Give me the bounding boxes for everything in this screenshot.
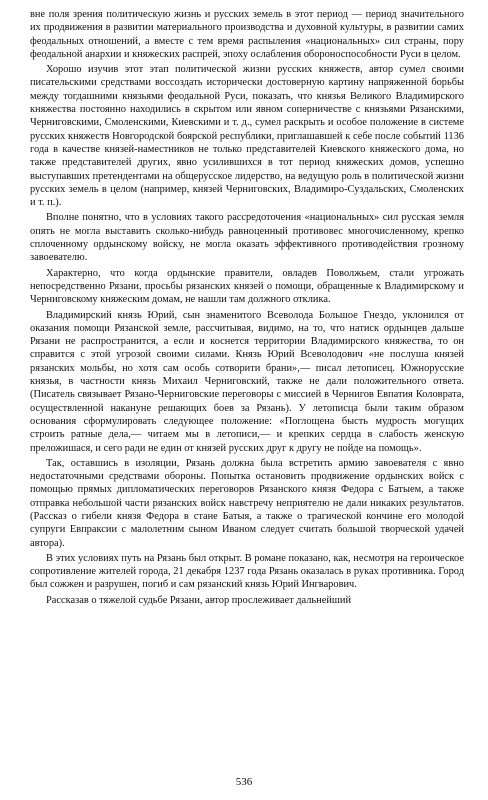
paragraph-continuation: вне поля зрения политическую жизнь и русских земель в этот период — период значительного их продвижения в развитии материального производства и духовной культуры, в развитии самих феодальных отношений, а вместе с тем время распыления «национальных» сил страны, пору феодальной анархии и княжеских распрей, эпоху ослабления обороноспособности Руси в целом. bbox=[30, 9, 464, 60]
page-number: 536 bbox=[235, 776, 253, 788]
paragraph: Владимирский князь Юрий, сын знаменитого Всеволода Большое Гнездо, уклонился от оказания помощи Рязанской земле, рассчитывая, видимо, на то, что натиск ордынцев дальше Рязани не распространится, а если и коснется территории Владимирского княжества, то он справится с этой угрозой своими силами. Князь Юрий Всеволодович «не послуша князей рязанских мольбы, но хотя сам особь сотворити брани»,— писал летописец. Южнорусские князья, в частности князь Михаил Черниговский, также не дали положительного ответа. (Писатель связывает Рязано-Черниговские переговоры с миссией в Чернигов Евпатия Коловрата, осуществленной накануне решающих боев за Рязань). У летописца были таким образом основания сформулировать следующее положение: «Поглощена бысть мудрость могущих строить ратные дела,— читаем мы в летописи,— и крепких сердца в слабость женскую преложишася, и сего ради не един от князей русских друг к другу не пойде на помощь». bbox=[30, 309, 464, 454]
paragraph: Рассказав о тяжелой судьбе Рязани, автор прослеживает дальнейший bbox=[46, 594, 352, 606]
paragraph: Вполне понятно, что в условиях такого рассредоточения «национальных» сил русская земля опять не могла выставить сколько-нибудь равноценный противовес многочисленному, крепко сплоченному ордынскому войску, не могла оказать эффективного противодействия грозному завоевателю. bbox=[30, 212, 464, 264]
paragraph: В этих условиях путь на Рязань был открыт. В романе показано, как, несмотря на героическое сопротивление жителей города, 21 декабря 1237 года Рязань оказалась в руках противника. Город был сожжен и разрушен, погиб и сам рязанский князь Юрий Ингварович. bbox=[30, 552, 464, 591]
paragraph: Характерно, что когда ордынские правители, овладев Поволжьем, стали угрожать непосредственно Рязани, просьбы рязанских князей о помощи, обращенные к Владимирскому и Черниговскому княжеским домам, не нашли там должного отклика. bbox=[30, 267, 464, 306]
paragraph: Так, оставшись в изоляции, Рязань должна была встретить армию завоевателя с явно недостаточными средствами обороны. Попытка остановить продвижение ордынских войск с помощью прямых дипломатических переговоров Рязанского князя Федора с Батыем, а также отправка небольшой части рязанских войск навстречу неприятелю не дали никаких результатов. (Рассказ о гибели князя Федора в стане Батыя, а также о трагической кончине его молодой супруги Евпраксии с малолетним сыном Иваном следует считать большой творческой удачей автора). bbox=[30, 457, 464, 549]
paragraph: Хорошо изучив этот этап политической жизни русских княжеств, автор сумел своими писательскими средствами воссоздать исторически достоверную картину напряженной борьбы между тогдашними князьями феодальной Руси, показать, что князья Великого Владимирского княжества постоянно находились в скрытом или явном соперничестве с князьями Рязанскими, Черниговскими, Смоленскими, Киевскими и т. д., сумел раскрыть и особое положение в системе русских княжеств Новгородской боярской республики, приглашавшей к себе после событий 1136 года в качестве князей-наместников не только представителей Киевского княжеского дома, но также представителей других, явно усилившихся в тот период княжеских домов, успешно выступавших претендентами на общерусское лидерство, на ведущую роль в политической жизни русских земель в целом (например, князей Черниговских, Владимиро-Суздальских, Смоленских и т. п.). bbox=[30, 64, 464, 209]
